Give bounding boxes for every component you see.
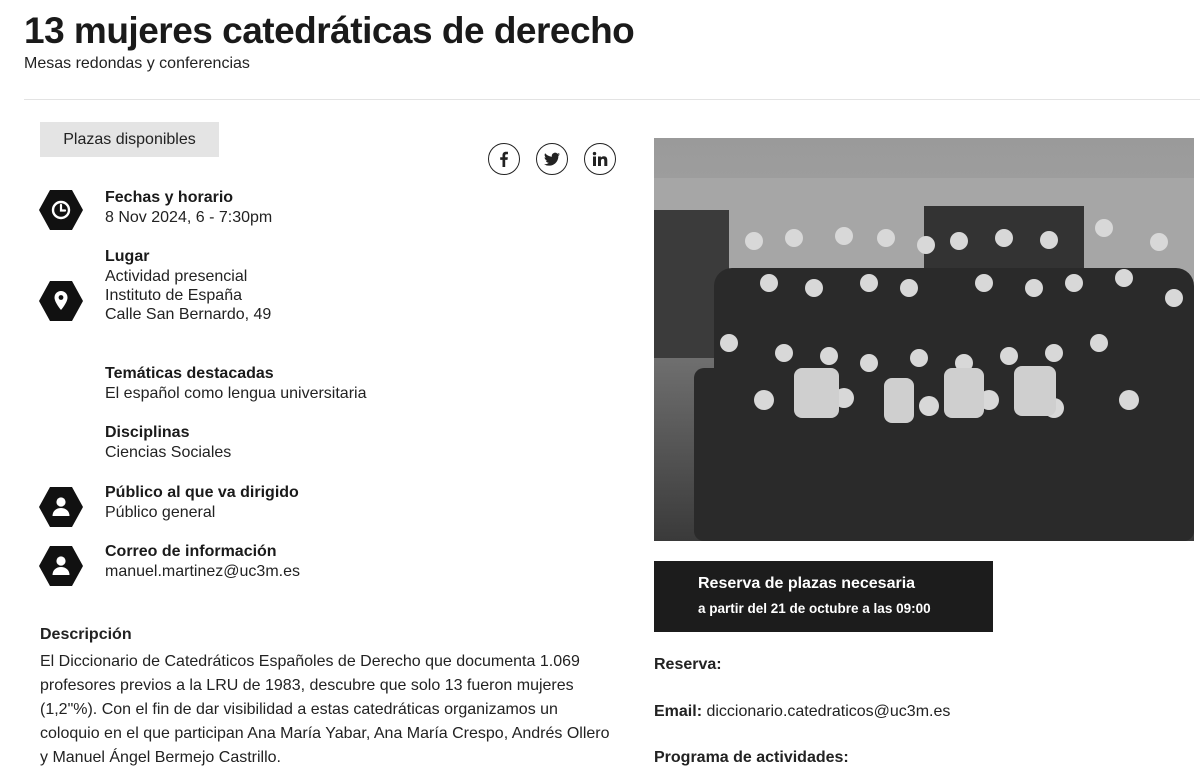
twitter-icon [544,151,560,167]
dates-value: 8 Nov 2024, 6 - 7:30pm [105,209,273,226]
page-title: 13 mujeres catedráticas de derecho [24,10,635,51]
program-label: Programa de actividades: [654,749,849,766]
email-label: Email: [654,703,703,720]
share-linkedin-button[interactable] [584,143,616,175]
place-line-2: Instituto de España [105,287,242,304]
place-label: Lugar [105,248,150,265]
availability-badge: Plazas disponibles [40,122,219,157]
audience-value: Público general [105,504,216,521]
description-label: Descripción [40,626,132,643]
clock-icon [39,188,83,232]
group-photo [654,138,1194,541]
topics-label: Temáticas destacadas [105,365,274,382]
disciplines-label: Disciplinas [105,424,190,441]
contact-label: Correo de información [105,543,277,560]
page-subtitle: Mesas redondas y conferencias [24,55,250,72]
email-link[interactable]: diccionario.catedraticos@uc3m.es [706,703,951,720]
reserve-label: Reserva: [654,656,722,673]
reservation-title: Reserva de plazas necesaria [698,575,916,592]
header-divider [24,99,1200,100]
share-twitter-button[interactable] [536,143,568,175]
place-line-1: Actividad presencial [105,268,248,285]
facebook-icon [496,151,512,167]
disciplines-value: Ciencias Sociales [105,444,232,461]
description-text: El Diccionario de Catedráticos Españoles de Derecho que documenta 1.069 profesores previos a la LRU de 1983, descubre que solo 13 fueron mujeres (1,2"%). Con el fin de dar visibilidad a estas catedráticas organizamos un coloquio en el que participan Ana María Yabar, Ana María Crespo, Andrés Ollero y Manuel Ángel Bermejo Castrillo. [40,653,610,766]
contact-email-link[interactable]: manuel.martinez@uc3m.es [105,563,300,580]
contact-person-icon [39,544,83,588]
reservation-banner [654,561,993,632]
linkedin-icon [592,151,608,167]
dates-label: Fechas y horario [105,189,234,206]
share-facebook-button[interactable] [488,143,520,175]
reservation-subtitle: a partir del 21 de octubre a las 09:00 [698,601,931,616]
person-icon [39,485,83,529]
location-pin-icon [39,279,83,323]
topics-value: El español como lengua universitaria [105,385,367,402]
audience-label: Público al que va dirigido [105,484,299,501]
email-line [654,703,950,721]
place-line-3: Calle San Bernardo, 49 [105,306,272,323]
